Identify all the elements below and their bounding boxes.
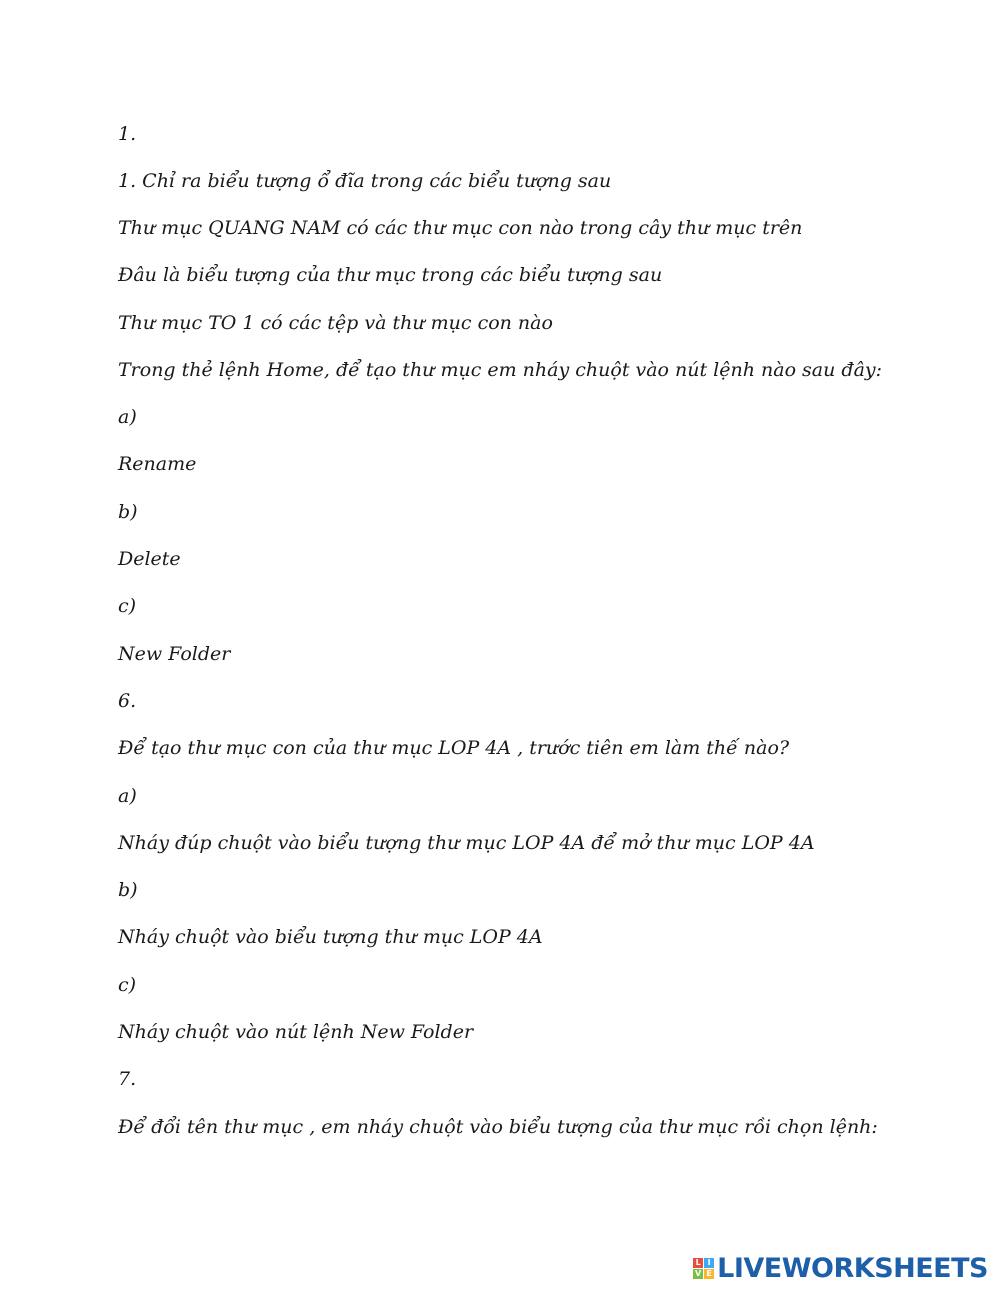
question-number-6: 6. bbox=[118, 690, 137, 712]
option-click-new-folder: Nháy chuột vào nút lệnh New Folder bbox=[118, 1021, 474, 1043]
option-double-click-open: Nháy đúp chuột vào biểu tượng thư mục LOP 4A để mở thư mục LOP 4A bbox=[118, 832, 815, 854]
line-question-number: 1. bbox=[118, 123, 137, 145]
logo-mark-letter: V bbox=[695, 1268, 702, 1278]
liveworksheets-mark-icon bbox=[693, 1258, 714, 1279]
logo-mark-letter: I bbox=[704, 1258, 714, 1268]
option-label-a: a) bbox=[118, 785, 137, 807]
line-question-home-tab: Trong thẻ lệnh Home, để tạo thư mục em nháy chuột vào nút lệnh nào sau đây: bbox=[118, 359, 883, 381]
liveworksheets-logo-text: LIVEWORKSHEETS bbox=[717, 1252, 988, 1284]
liveworksheets-logo bbox=[693, 1252, 988, 1284]
option-rename: Rename bbox=[118, 453, 197, 475]
line-question-quang-nam: Thư mục QUANG NAM có các thư mục con nào trong cây thư mục trên bbox=[118, 217, 803, 239]
option-click-folder-icon: Nháy chuột vào biểu tượng thư mục LOP 4A bbox=[118, 926, 543, 948]
option-label-c: c) bbox=[118, 974, 137, 996]
line-question-disk-icon: 1. Chỉ ra biểu tượng ổ đĩa trong các biểu tượng sau bbox=[118, 170, 612, 192]
option-delete: Delete bbox=[118, 548, 181, 570]
question-7-text: Để đổi tên thư mục , em nháy chuột vào biểu tượng của thư mục rồi chọn lệnh: bbox=[118, 1116, 878, 1138]
logo-mark-letter: L bbox=[693, 1258, 703, 1268]
question-number-7: 7. bbox=[118, 1068, 137, 1090]
option-label-b: b) bbox=[118, 879, 138, 901]
question-6-text: Để tạo thư mục con của thư mục LOP 4A , trước tiên em làm thế nào? bbox=[118, 737, 790, 759]
option-label-b: b) bbox=[118, 501, 138, 523]
option-new-folder: New Folder bbox=[118, 643, 231, 665]
option-label-c: c) bbox=[118, 595, 137, 617]
option-label-a: a) bbox=[118, 406, 137, 428]
logo-mark-letter: E bbox=[704, 1269, 714, 1279]
line-question-folder-icon: Đâu là biểu tượng của thư mục trong các biểu tượng sau bbox=[118, 264, 663, 286]
line-question-to-1: Thư mục TO 1 có các tệp và thư mục con nào bbox=[118, 312, 553, 334]
